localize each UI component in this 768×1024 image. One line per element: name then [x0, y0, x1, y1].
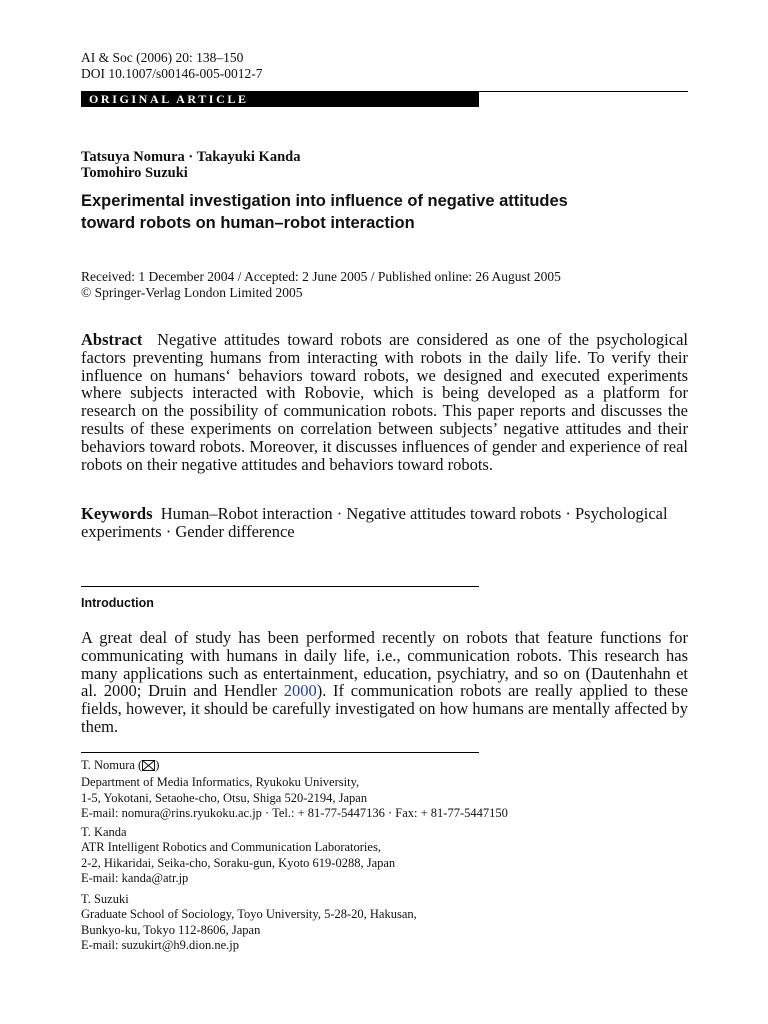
paper-title	[81, 190, 688, 234]
affiliation-name: T. Suzuki	[81, 892, 129, 906]
affiliation-line: Bunkyo-ku, Tokyo 112-8606, Japan	[81, 922, 261, 937]
envelope-icon[interactable]	[142, 760, 155, 775]
doi-line: DOI 10.1007/s00146-005-0012-7	[81, 66, 263, 81]
article-type-bar	[81, 91, 479, 107]
authors-line-1: Tatsuya Nomura · Takayuki Kanda	[81, 149, 301, 165]
copyright-line: © Springer-Verlag London Limited 2005	[81, 285, 303, 300]
abstract-label: Abstract	[81, 330, 143, 349]
intro-text-end: ). If communication robots are really applied to these fields, however, it should be carefully investigated on how humans are mentally affected by them.	[81, 681, 688, 736]
affiliation-name: T. Kanda	[81, 825, 127, 839]
affiliation-line: ATR Intelligent Robotics and Communication Laboratories,	[81, 840, 381, 855]
paper-page	[81, 50, 689, 952]
journal-citation: AI & Soc (2006) 20: 138–150	[81, 50, 244, 65]
authors-line-2: Tomohiro Suzuki	[81, 165, 188, 181]
affiliation-contact: E-mail: suzukirt@h9.dion.ne.jp	[81, 937, 240, 952]
intro-text-start: A great deal of study has been performed recently on robots that feature functions for communicating with humans in daily life, i.e., communication robots. This research has many applications such as entertainment, education, psychiatry, and so on (Dautenhahn et al. 2000; Druin and Hendler	[81, 628, 688, 701]
citation-link[interactable]: 2000	[283, 681, 317, 701]
affiliation-line: Department of Media Informatics, Ryukoku University,	[81, 775, 360, 790]
title-line-1: Experimental investigation into influence of negative attitudes	[81, 192, 568, 210]
affiliation-line: 2-2, Hikaridai, Seika-cho, Soraku-gun, Kyoto 619-0288, Japan	[81, 855, 396, 870]
affiliation-contact: E-mail: kanda@atr.jp	[81, 870, 189, 885]
affiliation-kanda	[81, 825, 688, 886]
affiliation-line: 1-5, Yokotani, Setaohe-cho, Otsu, Shiga 520-2194, Japan	[81, 790, 368, 805]
publication-dates	[81, 269, 561, 301]
header-rule	[479, 91, 688, 92]
article-type-label: ORIGINAL ARTICLE	[89, 92, 249, 106]
affiliation-name: T. Nomura ( )	[81, 758, 688, 775]
introduction-heading: Introduction	[81, 596, 154, 610]
abstract-section	[81, 331, 688, 473]
title-line-2: toward robots on human–robot interaction	[81, 214, 415, 232]
footnote-rule	[81, 752, 479, 753]
abstract-text: Negative attitudes toward robots are considered as one of the psychological factors preventing humans from interacting with robots in the daily life. To verify their influence on humans‘ behaviors toward robots, we designed and executed experiments where subjects interacted with Robovie, which is being developed as a platform for research on the possibility of communication robots. This paper reports and discusses the results of these experiments on correlation between subjects’ negative attitudes and their behaviors toward robots. Moreover, it discusses influences of gender and experience of real robots on their negative attitudes and behaviors toward robots.	[81, 330, 689, 474]
date-history: Received: 1 December 2004 / Accepted: 2 June 2005 / Published online: 26 August 2005	[81, 269, 561, 284]
introduction-paragraph	[81, 629, 688, 736]
author-list	[81, 149, 300, 181]
affiliation-suzuki	[81, 892, 688, 953]
affiliation-nomura	[81, 758, 688, 821]
keywords-text: Human–Robot interaction · Negative attitudes toward robots · Psychological experiments · Gender difference	[81, 504, 668, 541]
section-rule	[81, 586, 479, 587]
affiliation-contact: E-mail: nomura@rins.ryukoku.ac.jp · Tel.: + 81-77-5447136 · Fax: + 81-77-5447150	[81, 805, 508, 820]
keywords-label: Keywords	[81, 504, 153, 523]
affiliation-line: Graduate School of Sociology, Toyo University, 5-28-20, Hakusan,	[81, 907, 417, 922]
keywords-section	[81, 505, 688, 541]
